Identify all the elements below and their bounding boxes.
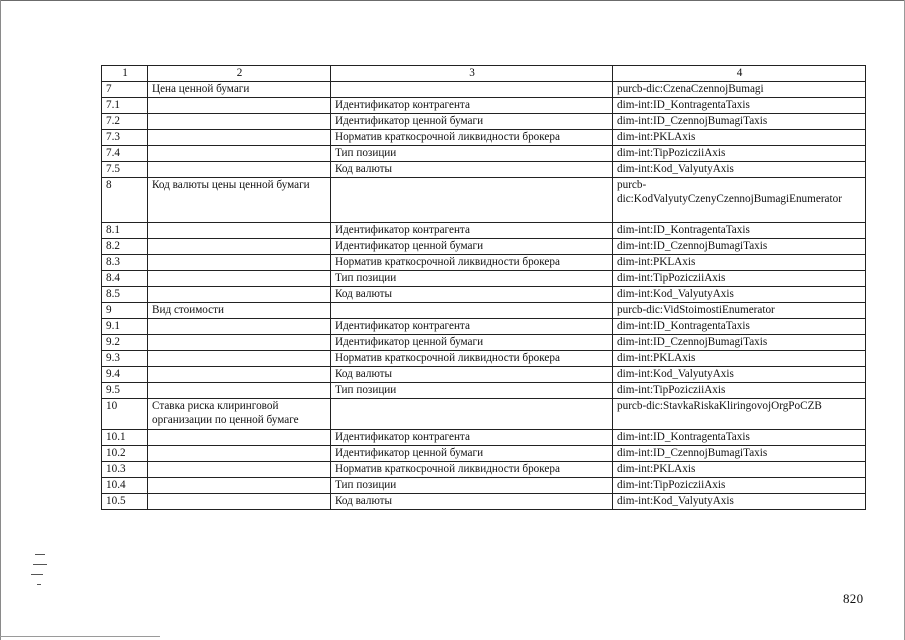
page-edge-bottom bbox=[0, 636, 160, 637]
indicator-name-cell bbox=[148, 114, 331, 130]
taxonomy-code-cell: dim-int:ID_CzennojBumagiTaxis bbox=[613, 114, 866, 130]
taxonomy-code-cell: purcb-dic:CzenaCzennojBumagi bbox=[613, 82, 866, 98]
axis-name-cell: Тип позиции bbox=[331, 146, 613, 162]
table-row bbox=[102, 98, 866, 114]
row-number-cell: 8.3 bbox=[102, 255, 148, 271]
taxonomy-table-container bbox=[101, 65, 865, 510]
indicator-name-cell: Цена ценной бумаги bbox=[148, 82, 331, 98]
taxonomy-code-cell: dim-int:TipPozicziiAxis bbox=[613, 271, 866, 287]
taxonomy-code-cell: dim-int:Kod_ValyutyAxis bbox=[613, 367, 866, 383]
table-row bbox=[102, 478, 866, 494]
axis-name-cell: Тип позиции bbox=[331, 383, 613, 399]
table-row bbox=[102, 430, 866, 446]
taxonomy-code-cell: purcb-dic:KodValyutyCzenyCzennojBumagiEnumerator bbox=[613, 178, 866, 223]
axis-name-cell: Тип позиции bbox=[331, 271, 613, 287]
taxonomy-table bbox=[101, 65, 866, 510]
axis-name-cell: Норматив краткосрочной ликвидности брокера bbox=[331, 462, 613, 478]
column-header-3: 3 bbox=[331, 66, 613, 82]
table-row bbox=[102, 162, 866, 178]
axis-name-cell: Норматив краткосрочной ликвидности брокера bbox=[331, 255, 613, 271]
axis-name-cell: Норматив краткосрочной ликвидности брокера bbox=[331, 130, 613, 146]
table-row bbox=[102, 367, 866, 383]
taxonomy-code-cell: dim-int:ID_KontragentaTaxis bbox=[613, 98, 866, 114]
axis-name-cell: Идентификатор ценной бумаги bbox=[331, 335, 613, 351]
table-row bbox=[102, 82, 866, 98]
indicator-name-cell bbox=[148, 383, 331, 399]
page-edge-left bbox=[0, 0, 1, 640]
row-number-cell: 10.1 bbox=[102, 430, 148, 446]
axis-name-cell bbox=[331, 82, 613, 98]
row-number-cell: 10 bbox=[102, 399, 148, 430]
table-row bbox=[102, 319, 866, 335]
table-row bbox=[102, 351, 866, 367]
axis-name-cell: Код валюты bbox=[331, 287, 613, 303]
row-number-cell: 8.5 bbox=[102, 287, 148, 303]
page-edge-top bbox=[0, 0, 905, 1]
indicator-name-cell bbox=[148, 494, 331, 510]
table-row bbox=[102, 494, 866, 510]
table-row bbox=[102, 146, 866, 162]
row-number-cell: 10.4 bbox=[102, 478, 148, 494]
indicator-name-cell: Ставка риска клиринговой организации по ценной бумаге bbox=[148, 399, 331, 430]
axis-name-cell: Код валюты bbox=[331, 162, 613, 178]
table-row bbox=[102, 114, 866, 130]
taxonomy-code-cell: dim-int:PKLAxis bbox=[613, 351, 866, 367]
taxonomy-code-cell: dim-int:ID_CzennojBumagiTaxis bbox=[613, 239, 866, 255]
indicator-name-cell bbox=[148, 351, 331, 367]
column-header-2: 2 bbox=[148, 66, 331, 82]
indicator-name-cell bbox=[148, 223, 331, 239]
row-number-cell: 10.2 bbox=[102, 446, 148, 462]
table-row bbox=[102, 383, 866, 399]
indicator-name-cell bbox=[148, 335, 331, 351]
table-header-row bbox=[102, 66, 866, 82]
indicator-name-cell bbox=[148, 146, 331, 162]
taxonomy-code-cell: dim-int:ID_KontragentaTaxis bbox=[613, 223, 866, 239]
row-number-cell: 7 bbox=[102, 82, 148, 98]
indicator-name-cell bbox=[148, 478, 331, 494]
table-row bbox=[102, 130, 866, 146]
axis-name-cell: Код валюты bbox=[331, 494, 613, 510]
axis-name-cell: Идентификатор ценной бумаги bbox=[331, 114, 613, 130]
taxonomy-code-cell: purcb-dic:VidStoimostiEnumerator bbox=[613, 303, 866, 319]
scan-mark bbox=[33, 564, 47, 565]
taxonomy-code-cell: dim-int:ID_KontragentaTaxis bbox=[613, 319, 866, 335]
taxonomy-code-cell: dim-int:TipPozicziiAxis bbox=[613, 146, 866, 162]
table-row bbox=[102, 255, 866, 271]
axis-name-cell bbox=[331, 303, 613, 319]
table-row bbox=[102, 223, 866, 239]
axis-name-cell: Идентификатор контрагента bbox=[331, 430, 613, 446]
margin-scan-marks bbox=[31, 554, 47, 594]
indicator-name-cell: Код валюты цены ценной бумаги bbox=[148, 178, 331, 223]
column-header-4: 4 bbox=[613, 66, 866, 82]
axis-name-cell: Код валюты bbox=[331, 367, 613, 383]
indicator-name-cell bbox=[148, 98, 331, 114]
row-number-cell: 7.3 bbox=[102, 130, 148, 146]
table-body bbox=[102, 82, 866, 510]
row-number-cell: 9 bbox=[102, 303, 148, 319]
row-number-cell: 7.1 bbox=[102, 98, 148, 114]
indicator-name-cell bbox=[148, 462, 331, 478]
column-header-1: 1 bbox=[102, 66, 148, 82]
row-number-cell: 9.3 bbox=[102, 351, 148, 367]
axis-name-cell bbox=[331, 399, 613, 430]
row-number-cell: 10.5 bbox=[102, 494, 148, 510]
indicator-name-cell bbox=[148, 255, 331, 271]
taxonomy-code-cell: dim-int:TipPozicziiAxis bbox=[613, 478, 866, 494]
taxonomy-code-cell: dim-int:PKLAxis bbox=[613, 462, 866, 478]
row-number-cell: 10.3 bbox=[102, 462, 148, 478]
table-row bbox=[102, 335, 866, 351]
indicator-name-cell bbox=[148, 367, 331, 383]
indicator-name-cell bbox=[148, 271, 331, 287]
indicator-name-cell bbox=[148, 239, 331, 255]
row-number-cell: 8.1 bbox=[102, 223, 148, 239]
table-row bbox=[102, 303, 866, 319]
indicator-name-cell: Вид стоимости bbox=[148, 303, 331, 319]
axis-name-cell: Идентификатор контрагента bbox=[331, 223, 613, 239]
row-number-cell: 8 bbox=[102, 178, 148, 223]
page-number: 820 bbox=[843, 591, 864, 606]
table-row bbox=[102, 239, 866, 255]
row-number-cell: 9.2 bbox=[102, 335, 148, 351]
taxonomy-code-cell: dim-int:TipPozicziiAxis bbox=[613, 383, 866, 399]
row-number-cell: 8.2 bbox=[102, 239, 148, 255]
taxonomy-code-cell: dim-int:PKLAxis bbox=[613, 130, 866, 146]
indicator-name-cell bbox=[148, 130, 331, 146]
row-number-cell: 7.5 bbox=[102, 162, 148, 178]
taxonomy-code-cell: dim-int:Kod_ValyutyAxis bbox=[613, 287, 866, 303]
axis-name-cell: Норматив краткосрочной ликвидности брокера bbox=[331, 351, 613, 367]
indicator-name-cell bbox=[148, 162, 331, 178]
axis-name-cell bbox=[331, 178, 613, 223]
table-row bbox=[102, 287, 866, 303]
taxonomy-code-cell: dim-int:ID_CzennojBumagiTaxis bbox=[613, 335, 866, 351]
row-number-cell: 7.2 bbox=[102, 114, 148, 130]
taxonomy-code-cell: dim-int:Kod_ValyutyAxis bbox=[613, 494, 866, 510]
taxonomy-code-cell: dim-int:ID_CzennojBumagiTaxis bbox=[613, 446, 866, 462]
table-row bbox=[102, 399, 866, 430]
table-row bbox=[102, 271, 866, 287]
axis-name-cell: Идентификатор ценной бумаги bbox=[331, 446, 613, 462]
taxonomy-code-cell: dim-int:Kod_ValyutyAxis bbox=[613, 162, 866, 178]
indicator-name-cell bbox=[148, 287, 331, 303]
scan-mark bbox=[31, 574, 43, 575]
indicator-name-cell bbox=[148, 430, 331, 446]
axis-name-cell: Идентификатор контрагента bbox=[331, 319, 613, 335]
row-number-cell: 8.4 bbox=[102, 271, 148, 287]
row-number-cell: 9.1 bbox=[102, 319, 148, 335]
scan-mark bbox=[35, 554, 45, 555]
taxonomy-code-cell: dim-int:ID_KontragentaTaxis bbox=[613, 430, 866, 446]
axis-name-cell: Идентификатор контрагента bbox=[331, 98, 613, 114]
axis-name-cell: Тип позиции bbox=[331, 478, 613, 494]
taxonomy-code-cell: purcb-dic:StavkaRiskaKliringovojOrgPoCZB bbox=[613, 399, 866, 430]
row-number-cell: 9.4 bbox=[102, 367, 148, 383]
taxonomy-code-cell: dim-int:PKLAxis bbox=[613, 255, 866, 271]
table-row bbox=[102, 178, 866, 223]
table-row bbox=[102, 446, 866, 462]
indicator-name-cell bbox=[148, 446, 331, 462]
scan-mark bbox=[37, 584, 41, 585]
row-number-cell: 9.5 bbox=[102, 383, 148, 399]
axis-name-cell: Идентификатор ценной бумаги bbox=[331, 239, 613, 255]
row-number-cell: 7.4 bbox=[102, 146, 148, 162]
table-row bbox=[102, 462, 866, 478]
indicator-name-cell bbox=[148, 319, 331, 335]
